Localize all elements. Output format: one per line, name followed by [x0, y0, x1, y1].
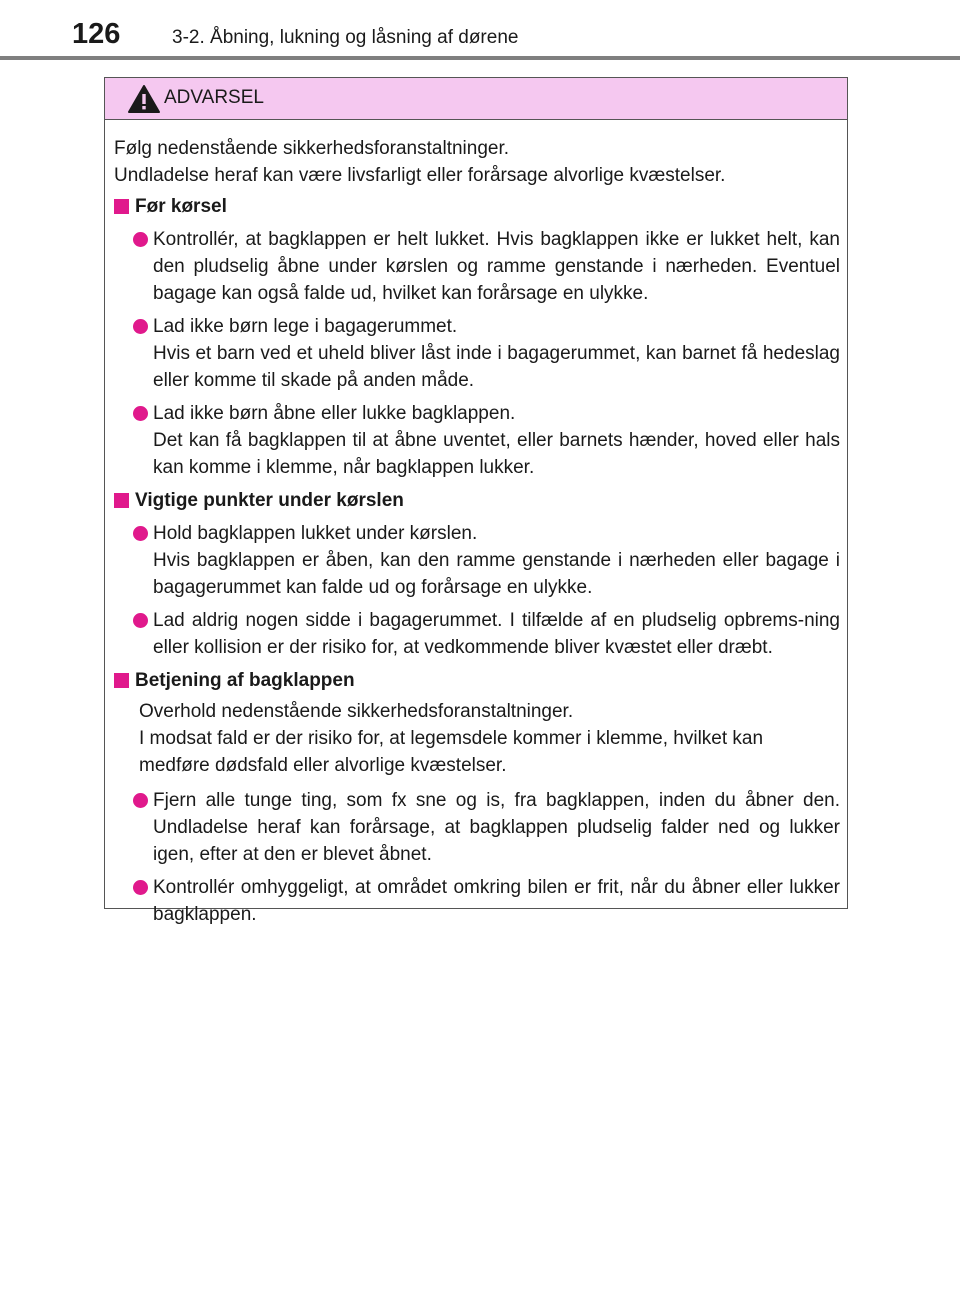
list-item	[133, 787, 840, 868]
section-text-line: I modsat fald er der risiko for, at legemsdele kommer i klemme, hvilket kan	[139, 728, 764, 749]
warning-triangle-icon	[127, 84, 161, 114]
list-item	[133, 607, 840, 661]
section-heading	[114, 487, 840, 514]
round-bullet-icon	[133, 406, 148, 421]
item-text: Kontrollér omhyggeligt, at området omkring bilen er frit, når du åbner eller lukker bagklappen.	[153, 877, 840, 925]
section-heading	[114, 667, 840, 694]
page-number: 126	[72, 18, 121, 50]
section-text	[139, 698, 840, 779]
warning-intro-line: Undladelse heraf kan være livsfarligt eller forårsage alvorlige kvæstelser.	[114, 165, 726, 186]
list-item	[133, 313, 840, 394]
square-bullet-icon	[114, 673, 129, 688]
item-text: Hvis bagklappen er åben, kan den ramme genstande i nærheden eller bagage i bagagerummet kan falde ud og forårsage en ulykke.	[153, 550, 840, 598]
warning-label: ADVARSEL	[164, 87, 264, 108]
item-text: Lad ikke børn lege i bagagerummet.	[153, 316, 458, 337]
list-item	[133, 520, 840, 601]
warning-intro-line: Følg nedenstående sikkerhedsforanstaltninger.	[114, 138, 510, 159]
item-text: Lad ikke børn åbne eller lukke bagklappen.	[153, 403, 516, 424]
section-title: Før kørsel	[135, 196, 227, 217]
warning-header	[105, 78, 847, 120]
item-text: Hold bagklappen lukket under kørslen.	[153, 523, 478, 544]
item-text: Lad aldrig nogen sidde i bagagerummet. I tilfælde af en pludselig opbrems-ning eller kollision er der risiko for, at vedkommende bliver kvæstet eller dræbt.	[153, 610, 840, 658]
square-bullet-icon	[114, 493, 129, 508]
section-title: Betjening af bagklappen	[135, 670, 355, 691]
page-header	[0, 0, 960, 62]
list-item	[133, 874, 840, 928]
header-rule	[0, 56, 960, 60]
round-bullet-icon	[133, 613, 148, 628]
list-item	[133, 226, 840, 307]
section-title: Vigtige punkter under kørslen	[135, 490, 404, 511]
item-text: Fjern alle tunge ting, som fx sne og is, fra bagklappen, inden du åbner den. Undladelse heraf kan forårsage, at bagklappen pludselig falder ned og lukker igen, efter at den er blevet åbnet.	[153, 790, 840, 865]
item-text: Hvis et barn ved et uheld bliver låst inde i bagagerummet, kan barnet få hedeslag eller komme til skade på anden måde.	[153, 343, 840, 391]
section-text-line: medføre dødsfald eller alvorlige kvæstelser.	[139, 755, 507, 776]
warning-box	[104, 77, 848, 925]
item-text: Det kan få bagklappen til at åbne uventet, eller barnets hænder, hoved eller hals kan komme i klemme, når bagklappen lukker.	[153, 430, 840, 478]
round-bullet-icon	[133, 526, 148, 541]
section-heading	[114, 193, 840, 220]
square-bullet-icon	[114, 199, 129, 214]
round-bullet-icon	[133, 232, 148, 247]
round-bullet-icon	[133, 880, 148, 895]
warning-body	[114, 135, 840, 928]
section-title: 3-2. Åbning, lukning og låsning af dørene	[172, 27, 519, 48]
round-bullet-icon	[133, 319, 148, 334]
round-bullet-icon	[133, 793, 148, 808]
list-item	[133, 400, 840, 481]
section-text-line: Overhold nedenstående sikkerhedsforanstaltninger.	[139, 701, 574, 722]
item-text: Kontrollér, at bagklappen er helt lukket. Hvis bagklappen ikke er lukket helt, kan den pludselig åbne under kørslen og ramme genstande i nærheden. Eventuel bagage kan også falde ud, hvilket kan forårsage en ulykke.	[153, 229, 840, 304]
